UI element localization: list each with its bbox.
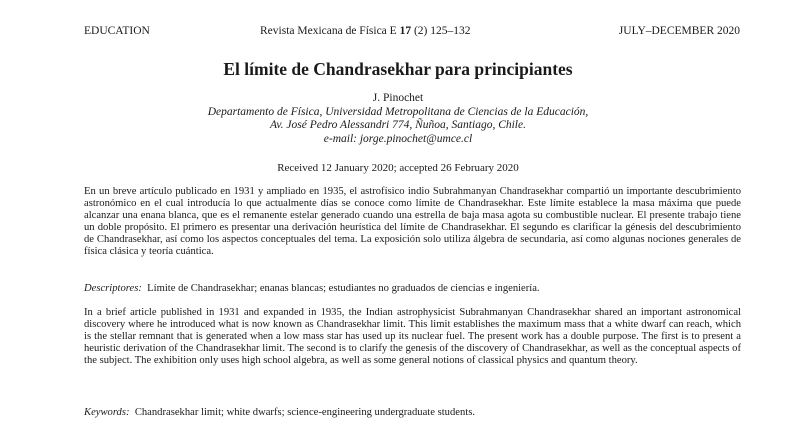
running-header [84,25,740,41]
keywords-label: Keywords: [84,407,130,418]
journal-name: Revista Mexicana de Física E [260,25,400,37]
descriptores-label: Descriptores: [84,283,142,294]
keywords [84,407,741,419]
descriptores [84,283,741,295]
journal-citation [260,25,470,37]
received-dates: Received 12 January 2020; accepted 26 February 2020 [277,162,519,174]
affiliation-line-2: Av. José Pedro Alessandri 774, Ñuñoa, Santiago, Chile. [270,119,526,131]
journal-issue-pages: (2) 125–132 [411,25,471,37]
keywords-text: Chandrasekhar limit; white dwarfs; science-engineering undergraduate students. [134,407,475,418]
author-block [0,92,796,146]
journal-volume: 17 [399,25,412,37]
abstract-spanish: En un breve artículo publicado en 1931 y ampliado en 1935, el astrofísico indio Subrahmanyan Chandrasekhar compartió un importante descubrimiento astronómico en el cual introducía lo que actualmente días se conoce como límite de Chandrasekhar. Este límite establece la masa máxima que puede alcanzar una enana blanca, que es el remanente estelar generado cuando una estrella de baja masa agota su combustible nuclear. El presente trabajo tiene un doble propósito. El primero es presentar una derivación heurística del límite de Chandrasekhar. El segundo es clarificar la génesis del descubrimiento de Chandrasekhar, así como los aspectos conceptuales del tema. La exposición solo utiliza álgebra de secundaria, así como algunas nociones generales de física clásica y teoría cuántica. [84,186,741,258]
paper-title: El límite de Chandrasekhar para principiantes [223,59,573,79]
issue-date: JULY–DECEMBER 2020 [618,25,740,37]
section-label: EDUCATION [84,25,150,37]
author-email: e-mail: jorge.pinochet@umce.cl [323,132,473,145]
abstract-english: In a brief article published in 1931 and expanded in 1935, the Indian astrophysicist Subrahmanyan Chandrasekhar shared an important astronomical discovery where he introduced what is now known as Chandrasekhar limit. This limit establishes the maximum mass that a white dwarf can reach, which is the stellar remnant that is generated when a low mass star has used up its nuclear fuel. The present work has a double purpose. The first is to present a heuristic derivation of the Chandrasekhar limit. The second is to clarify the genesis of the discovery of Chandrasekhar, as well as the conceptual aspects of the subject. The exhibition only uses high school algebra, as well as some general notions of classical physics and quantum theory. [84,307,741,367]
author-name: J. Pinochet [372,92,424,104]
affiliation-line-1: Departamento de Física, Universidad Metropolitana de Ciencias de la Educación, [207,105,589,118]
descriptores-text: Límite de Chandrasekhar; enanas blancas; estudiantes no graduados de ciencias e ingeniería. [147,283,540,294]
